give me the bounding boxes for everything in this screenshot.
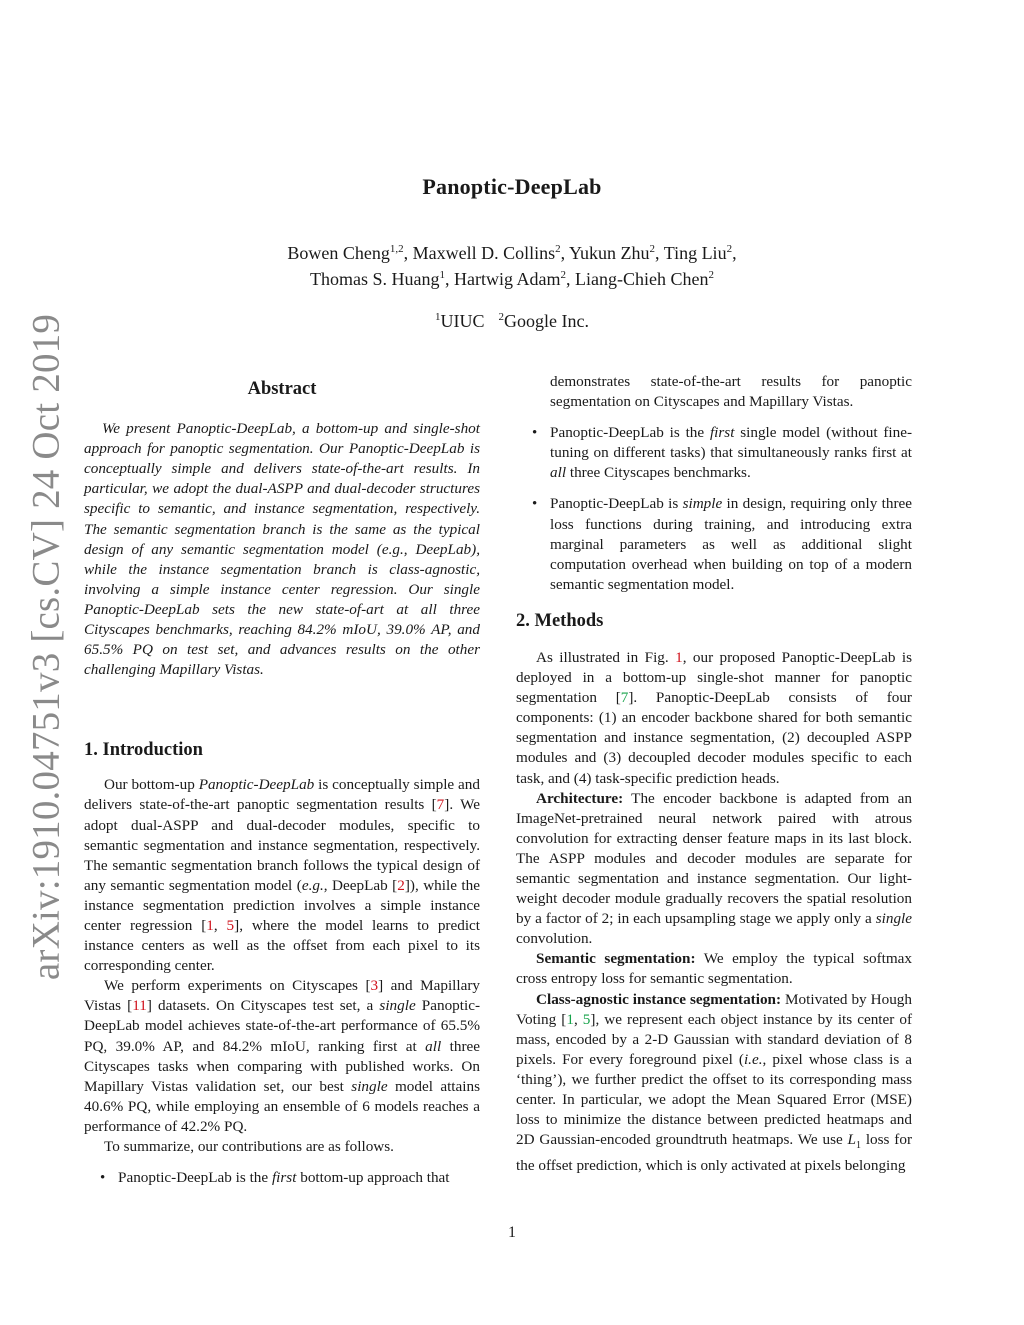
right-column bbox=[516, 372, 912, 1176]
methods-paragraph-1: As illustrated in Fig. 1, our proposed Panoptic-DeepLab is deployed in a bottom-up single-shot manner for panoptic segmentation [7]. Panoptic-DeepLab consists of four components: (1) an encoder backbone shared for both semantic segmentation and instance segmentation, (2) decoupled ASPP modules and (3) decoupled decoder modules specific to each task, and (4) task-specific prediction heads. bbox=[516, 648, 913, 787]
affiliations bbox=[0, 311, 1024, 332]
bullet-icon: • bbox=[100, 1170, 106, 1187]
author: Bowen Cheng$^{1,2}$, bbox=[287, 243, 413, 263]
arxiv-identifier: arXiv:1910.04751v3 [cs.CV] 24 Oct 2019 bbox=[24, 313, 68, 981]
left-column bbox=[84, 372, 480, 1188]
arxiv-stamp bbox=[20, 313, 72, 981]
methods-paragraph-instance: Class-agnostic instance segmentation: Motivated by Hough Voting [1, 5], we represent each object instance by its center of mass, encoded by a 2-D Gaussian with standard deviation of 8 pixels. For every foreground pixel (i.e., pixel whose class is a ‘thing’), we further predict the offset to its corresponding mass center. In particular, we adopt the Mean Squared Error (MSE) loss to minimize the distance between predicted heatmaps and 2D Gaussian-encoded groundtruth heatmaps. We use $L_1$ loss for the offset prediction, which is only activated at pixels belonging bbox=[516, 990, 913, 1175]
author-line-2 bbox=[0, 266, 1024, 292]
citation-link[interactable]: 1 bbox=[206, 916, 214, 934]
list-item: • Panoptic-DeepLab is the first bottom-up approach that bbox=[84, 1168, 480, 1188]
author: Thomas S. Huang$^1$, bbox=[310, 269, 455, 289]
author: Hartwig Adam$^2$, bbox=[454, 269, 575, 289]
author: Ting Liu$^2$, bbox=[663, 243, 737, 263]
list-item: demonstrates state-of-the-art results for panoptic segmentation on Cityscapes and Mapillary Vistas. bbox=[550, 373, 912, 411]
abstract-body: We present Panoptic-DeepLab, a bottom-up and single-shot approach for panoptic segmentation. Our Panoptic-DeepLab is conceptually simple and delivers state-of-the-art results. In particular, we adopt the dual-ASPP and dual-decoder structures specific to semantic, and instance segmentation, respectively. The semantic segmentation branch is the same as the typical design of any semantic segmentation model (e.g., DeepLab), while the instance segmentation branch is class-agnostic, involving a simple instance center regression. Our single Panoptic-DeepLab sets the new state-of-art at all three Cityscapes benchmarks, reaching 84.2% mIoU, 39.0% AP, and 65.5% PQ on test set, and advances results on the other challenging Mapillary Vistas. bbox=[84, 420, 480, 679]
methods-heading: 2. Methods bbox=[516, 610, 604, 631]
list-item: • Panoptic-DeepLab is the first single model (without fine-tuning on different tasks) that simultaneously ranks first at all three Cityscapes benchmarks. bbox=[532, 424, 913, 482]
intro-paragraph-3: To summarize, our contributions are as follows. bbox=[104, 1138, 394, 1155]
affiliation: $^2$Google Inc. bbox=[498, 311, 589, 331]
citation-link[interactable]: 7 bbox=[436, 796, 445, 814]
bullet-icon: • bbox=[532, 496, 538, 513]
citation-link[interactable]: 7 bbox=[620, 689, 629, 707]
figure-link[interactable]: 1 bbox=[675, 648, 683, 666]
methods-paragraph-semantic: Semantic segmentation: We employ the typical softmax cross entropy loss for semantic segmentation. bbox=[516, 950, 912, 988]
citation-link[interactable]: 11 bbox=[132, 997, 147, 1015]
list-item: • Panoptic-DeepLab is simple in design, requiring only three loss functions during training, and introducing extra marginal parameters as well as additional slight computation overhead when building on top of a modern semantic segmentation model. bbox=[532, 495, 912, 593]
bullet-icon: • bbox=[532, 425, 538, 442]
paper-title: Panoptic-DeepLab bbox=[422, 174, 602, 199]
abstract-heading: Abstract bbox=[247, 379, 317, 399]
affiliation: $^1$UIUC bbox=[435, 311, 485, 331]
author: Liang-Chieh Chen$^2$ bbox=[575, 269, 714, 289]
intro-paragraph-2: We perform experiments on Cityscapes [3] and Mapillary Vistas [11] datasets. On Cityscapes test set, a single Panoptic-DeepLab model achieves state-of-the-art performance of 65.5% PQ, 39.0% AP, and 84.2% mIoU, ranking first at all three Cityscapes tasks when comparing with published works. On Mapillary Vistas validation set, our best single model attains 40.6% PQ, while employing an ensemble of 6 models reaches a performance of 42.2% PQ. bbox=[84, 977, 480, 1135]
intro-paragraph-1: Our bottom-up Panoptic-DeepLab is conceptually simple and delivers state-of-the-art panoptic segmentation results [7]. We adopt dual-ASPP and dual-decoder modules, specific to semantic segmentation and instance segmentation, respectively. The semantic segmentation branch follows the typical design of any semantic segmentation model (e.g., DeepLab [2]), while the instance segmentation prediction involves a simple instance center regression [1, 5], where the model learns to predict instance centers as well as the offset from each pixel to its corresponding center. bbox=[84, 776, 481, 975]
author-line-1 bbox=[0, 240, 1024, 266]
author-list bbox=[0, 240, 1024, 292]
citation-link[interactable]: 5 bbox=[582, 1010, 591, 1028]
contributions-list-continued bbox=[516, 372, 912, 595]
citation-link[interactable]: 3 bbox=[370, 977, 379, 995]
introduction-heading: 1. Introduction bbox=[84, 740, 203, 761]
page-number: 1 bbox=[508, 1224, 516, 1241]
contributions-list bbox=[84, 1168, 480, 1188]
author: Maxwell D. Collins$^2$, bbox=[412, 243, 570, 263]
citation-link[interactable]: 1 bbox=[566, 1010, 574, 1028]
author: Yukun Zhu$^2$, bbox=[569, 243, 664, 263]
citation-link[interactable]: 2 bbox=[397, 876, 405, 894]
methods-paragraph-architecture: Architecture: The encoder backbone is adapted from an ImageNet-pretrained neural network paired with atrous convolution for extracting denser feature maps in its last block. The ASPP modules and decoder modules are separate for semantic segmentation and instance segmentation. Our light-weight decoder module gradually recovers the spatial resolution by a factor of 2; in each upsampling stage we apply only a single convolution. bbox=[516, 789, 912, 948]
citation-link[interactable]: 5 bbox=[226, 916, 235, 934]
